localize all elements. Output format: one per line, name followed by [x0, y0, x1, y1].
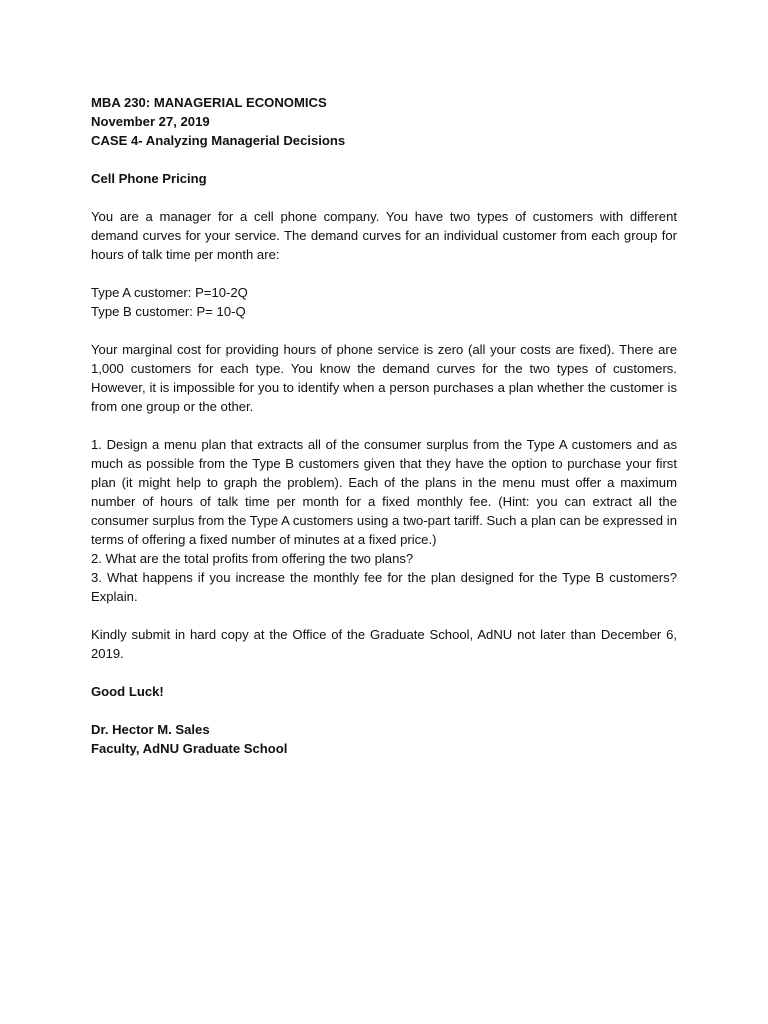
cost-paragraph: Your marginal cost for providing hours of phone service is zero (all your costs are fixed). There are 1,000 customers for each type. You know the demand curves for the two types of customers. However, it is impossible for you to identify when a person purchases a plan whether the customer is from one group or the other. [91, 342, 677, 414]
question-2: 2. What are the total profits from offering the two plans? [91, 551, 414, 566]
type-b-demand: Type B customer: P= 10-Q [91, 304, 246, 319]
signatory-title: Faculty, AdNU Graduate School [91, 741, 288, 756]
closing-remark: Good Luck! [91, 684, 164, 699]
document-date: November 27, 2019 [91, 114, 210, 129]
case-title: CASE 4- Analyzing Managerial Decisions [91, 133, 346, 148]
document-page [91, 93, 677, 758]
signatory-name: Dr. Hector M. Sales [91, 722, 210, 737]
signature-block [91, 720, 677, 758]
type-a-demand: Type A customer: P=10-2Q [91, 285, 248, 300]
question-3: 3. What happens if you increase the monthly fee for the plan designed for the Type B customers? Explain. [91, 570, 677, 604]
document-header [91, 93, 677, 150]
questions-list [91, 435, 677, 606]
submission-instructions: Kindly submit in hard copy at the Office of the Graduate School, AdNU not later than December 6, 2019. [91, 627, 677, 661]
question-1: 1. Design a menu plan that extracts all of the consumer surplus from the Type A customers and as much as possible from the Type B customers given that they have the option to purchase your first plan (it might help to graph the problem). Each of the plans in the menu must offer a maximum number of hours of talk time per month for a fixed monthly fee. (Hint: you can extract all the consumer surplus from the Type A customers using a two-part tariff. Such a plan can be expressed in terms of offering a fixed number of minutes at a fixed price.) [91, 437, 677, 547]
course-title: MBA 230: MANAGERIAL ECONOMICS [91, 95, 327, 110]
section-title: Cell Phone Pricing [91, 171, 207, 186]
intro-paragraph: You are a manager for a cell phone company. You have two types of customers with different demand curves for your service. The demand curves for an individual customer from each group for hours of talk time per month are: [91, 209, 677, 262]
demand-curves [91, 283, 677, 321]
